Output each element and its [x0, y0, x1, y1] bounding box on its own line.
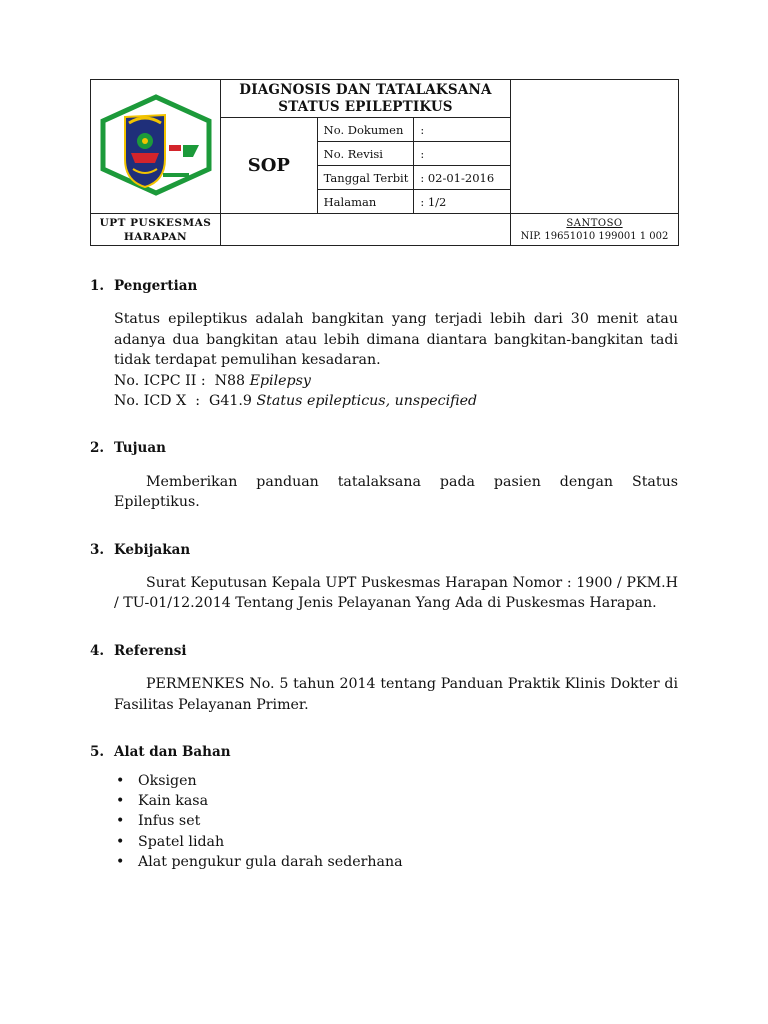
tujuan-paragraph: Memberikan panduan tatalaksana pada pasien dengan Status Epileptikus.	[114, 473, 678, 511]
meta-label-dokumen: No. Dokumen	[317, 118, 414, 142]
section-heading-tujuan	[90, 438, 678, 458]
section-title: Kebijakan	[114, 541, 191, 558]
meta-label-revisi: No. Revisi	[317, 142, 414, 166]
signatory-nip: NIP. 19651010 199001 1 002	[520, 230, 669, 242]
section-heading-referensi	[90, 641, 678, 661]
bullet-icon: •	[116, 792, 125, 809]
meta-label-tanggal: Tanggal Terbit	[317, 166, 414, 190]
meta-value-dokumen: :	[414, 118, 511, 142]
bullet-icon: •	[116, 833, 125, 850]
icd-label: No. ICD X : G41.9	[114, 393, 257, 410]
bullet-icon: •	[116, 813, 125, 830]
section-title: Referensi	[114, 642, 187, 659]
list-item	[114, 771, 678, 791]
meta-label-halaman: Halaman	[317, 190, 414, 214]
meta-value-revisi: :	[414, 142, 511, 166]
list-item-text: Spatel lidah	[138, 833, 225, 850]
org-name	[91, 214, 221, 246]
org-line-1: UPT PUSKESMAS	[99, 216, 212, 229]
list-item-text: Alat pengukur gula darah sederhana	[138, 854, 403, 871]
list-item	[114, 832, 678, 852]
section-heading-kebijakan	[90, 540, 678, 560]
icpc-code	[114, 371, 678, 391]
equipment-list	[90, 771, 678, 873]
section-number: 3.	[90, 541, 105, 558]
org-line-2: HARAPAN	[123, 230, 188, 243]
list-item	[114, 852, 678, 872]
title-line-1: DIAGNOSIS DAN TATALAKSANA	[239, 81, 492, 98]
blank-cell	[511, 80, 679, 214]
section-heading-alat-bahan	[90, 742, 678, 762]
bullet-icon: •	[116, 772, 125, 789]
document-title	[221, 80, 511, 118]
puskesmas-logo-icon	[97, 93, 215, 197]
signatory-name: SANTOSO	[566, 217, 623, 229]
title-line-2: STATUS EPILEPTIKUS	[278, 98, 453, 115]
list-item-text: Kain kasa	[138, 792, 209, 809]
icpc-term: Epilepsy	[249, 372, 311, 389]
section-number: 1.	[90, 278, 105, 294]
section-title: Alat dan Bahan	[114, 744, 231, 761]
sop-header-table	[90, 79, 679, 246]
section-number: 4.	[90, 642, 105, 659]
pengertian-paragraph: Status epileptikus adalah bangkitan yang terjadi lebih dari 30 menit atau adanya dua bangkitan atau lebih dimana diantara bangkitan-bangkitan tadi tidak terdapat pemulihan kesadaran.	[114, 311, 678, 369]
kebijakan-paragraph: Surat Keputusan Kepala UPT Puskesmas Harapan Nomor : 1900 / PKM.H / TU-01/12.2014 Tentang Jenis Pelayanan Yang Ada di Puskesmas Harapan.	[114, 575, 678, 612]
footer-blank	[221, 214, 511, 246]
list-item-text: Oksigen	[138, 772, 197, 789]
meta-value-tanggal: : 02-01-2016	[414, 166, 511, 190]
document-body	[90, 276, 678, 873]
section-heading-pengertian	[90, 276, 678, 296]
icd-term: Status epilepticus, unspecified	[256, 393, 478, 410]
list-item	[114, 791, 678, 811]
section-number: 5.	[90, 744, 105, 761]
section-title: Pengertian	[114, 278, 198, 294]
bullet-icon: •	[116, 854, 125, 871]
logo-cell	[91, 80, 221, 214]
referensi-paragraph: PERMENKES No. 5 tahun 2014 tentang Panduan Praktik Klinis Dokter di Fasilitas Pelayanan Primer.	[114, 676, 678, 713]
icpc-label: No. ICPC II : N88	[114, 372, 250, 389]
meta-value-halaman: : 1/2	[414, 190, 511, 214]
icd-code	[114, 391, 678, 411]
section-number: 2.	[90, 440, 105, 457]
sop-label: SOP	[221, 118, 318, 214]
section-title: Tujuan	[114, 440, 166, 457]
list-item	[114, 811, 678, 831]
list-item-text: Infus set	[138, 813, 201, 830]
signatory	[511, 214, 679, 246]
